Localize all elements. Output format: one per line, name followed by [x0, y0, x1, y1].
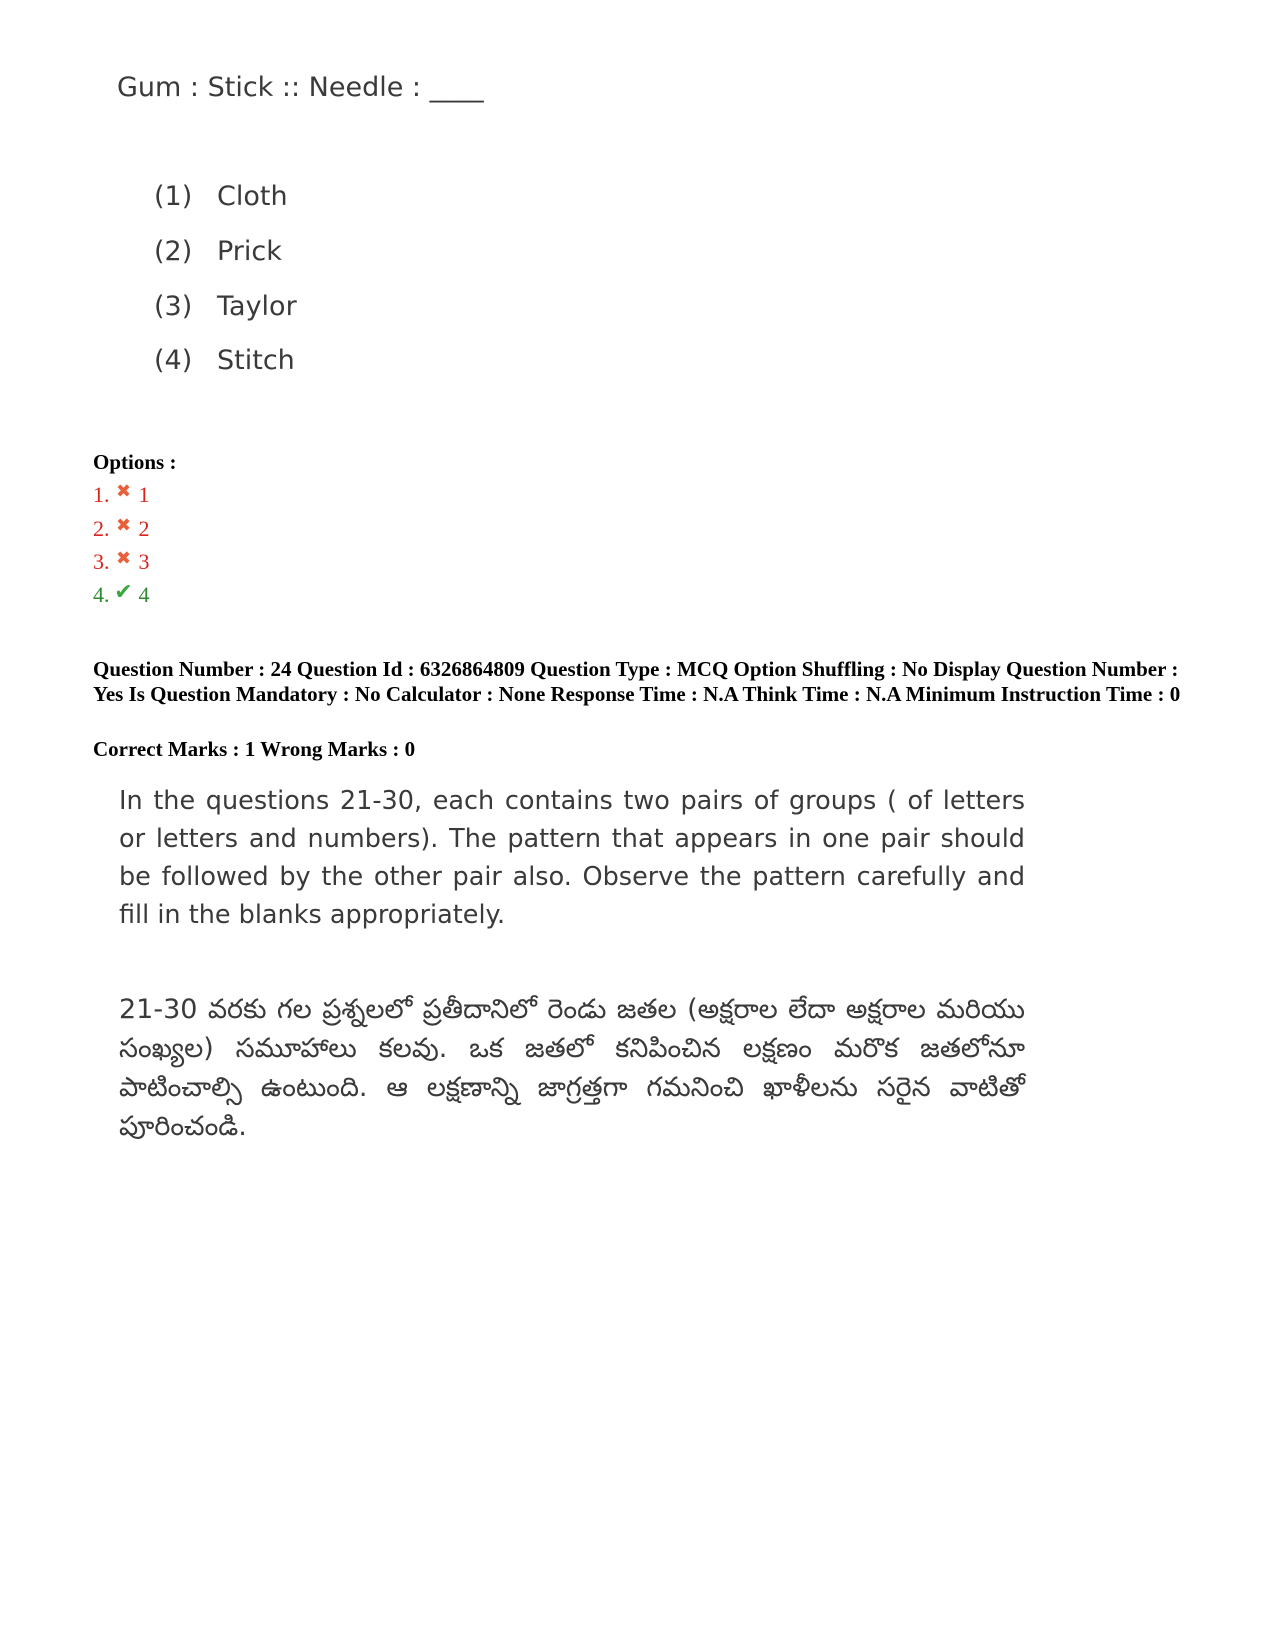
option-4 [93, 579, 150, 608]
choice-4 [154, 345, 295, 376]
check-icon: ✔ [114, 579, 133, 604]
option-value: 4 [138, 582, 150, 607]
option-3 [93, 549, 150, 575]
choice-label: Taylor [217, 291, 297, 322]
choice-2 [154, 236, 282, 267]
option-index: 3. [93, 549, 110, 574]
cross-icon: ✖ [115, 515, 132, 535]
question-text: Gum : Stick :: Needle : ____ [117, 72, 484, 103]
choice-number: (2) [154, 236, 193, 267]
choice-label: Cloth [217, 181, 288, 212]
option-index: 1. [93, 482, 110, 507]
option-index: 2. [93, 516, 110, 541]
choice-3 [154, 291, 297, 322]
choice-label: Prick [217, 236, 282, 267]
cross-icon: ✖ [115, 481, 132, 501]
choice-number: (1) [154, 181, 193, 212]
option-1 [93, 482, 150, 508]
option-value: 2 [138, 516, 150, 541]
choice-label: Stitch [217, 345, 295, 376]
instruction-telugu: 21-30 వరకు గల ప్రశ్నలలో ప్రతీదానిలో రెండు జతల (అక్షరాల లేదా అక్షరాల మరియు సంఖ్యల) సమూహాలు కలవు. ఒక జతలో కనిపించిన లక్షణం మరొక జతలోనూ పాటించాల్సి ఉంటుంది. ఆ లక్షణాన్ని జాగ్రత్తగా గమనించి ఖాళీలను సరైన వాటితో పూరించండి. [119, 994, 1025, 1142]
option-index: 4. [93, 582, 110, 607]
choice-number: (3) [154, 291, 193, 322]
option-value: 1 [138, 482, 150, 507]
question-meta: Question Number : 24 Question Id : 6326864809 Question Type : MCQ Option Shuffling : No Display Question Number : Yes Is Question Mandatory : No Calculator : None Response Time : N.A Think Time : N.A Minimum Instruction Time : 0 [93, 657, 1181, 706]
option-value: 3 [138, 549, 150, 574]
cross-icon: ✖ [115, 548, 132, 568]
instruction-english: In the questions 21-30, each contains two pairs of groups ( of letters or letters and numbers). The pattern that appears in one pair should be followed by the other pair also. Observe the pattern carefully and fill in the blanks appropriately. [119, 786, 1025, 930]
options-heading: Options : [93, 450, 177, 474]
choice-number: (4) [154, 345, 193, 376]
question-marks: Correct Marks : 1 Wrong Marks : 0 [93, 737, 416, 761]
option-2 [93, 516, 150, 542]
choice-1 [154, 181, 288, 212]
